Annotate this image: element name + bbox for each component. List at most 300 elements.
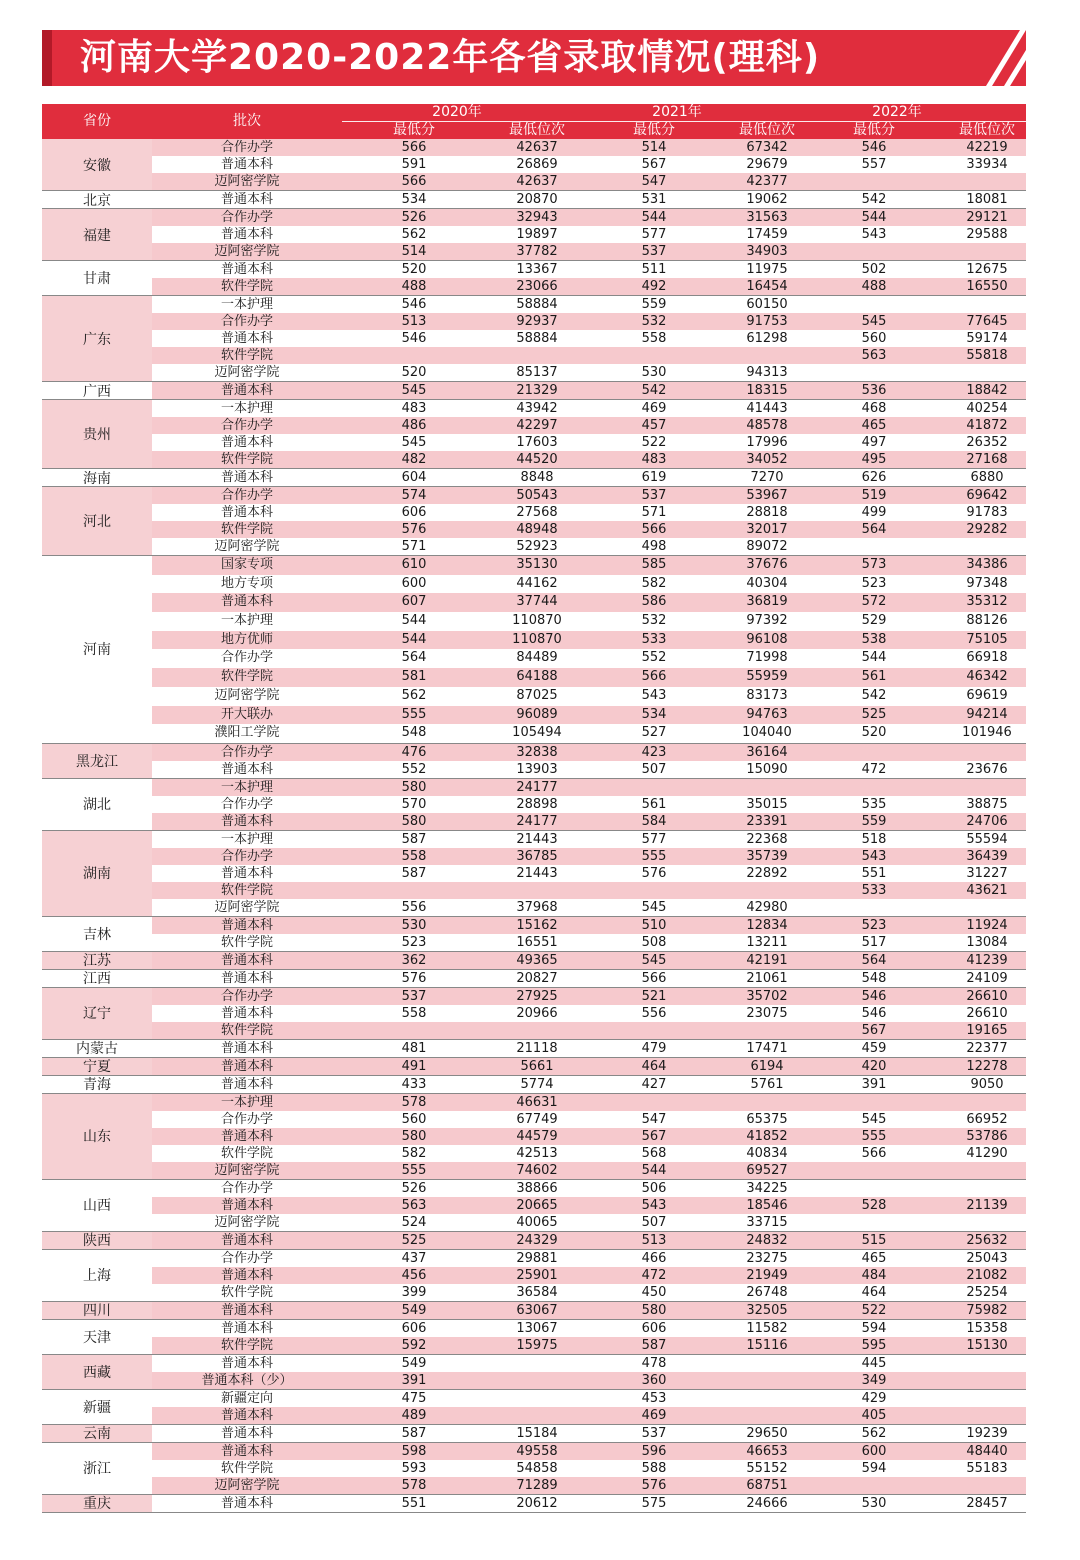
rank-2021-cell: 40304 — [746, 575, 788, 591]
score-2021-cell: 537 — [641, 1425, 667, 1441]
table-row — [152, 1495, 1026, 1512]
score-2021-cell: 588 — [641, 1460, 667, 1476]
score-2020-cell: 566 — [401, 140, 427, 155]
table-row — [152, 1460, 1026, 1477]
title-banner — [42, 30, 1026, 86]
rank-2021-cell: 12834 — [746, 917, 788, 933]
score-2020-cell: 598 — [401, 1443, 427, 1459]
table-row — [152, 313, 1026, 330]
score-2021-cell: 561 — [641, 796, 667, 812]
table-row — [152, 1094, 1026, 1111]
rank-2022-cell: 55183 — [966, 1460, 1008, 1476]
score-2020-cell: 534 — [401, 192, 427, 207]
score-2022-cell: 529 — [861, 613, 887, 629]
rank-2021-cell: 34225 — [746, 1180, 788, 1196]
province-group — [42, 988, 1026, 1040]
score-2020-cell: 433 — [401, 1076, 427, 1092]
rank-2021-cell: 5761 — [750, 1076, 784, 1092]
score-2020-cell: 600 — [401, 575, 427, 591]
header-rank-2020: 最低位次 — [509, 122, 565, 138]
rank-2022-cell: 12278 — [966, 1058, 1008, 1074]
score-2021-cell: 544 — [641, 210, 667, 225]
score-2020-cell: 566 — [401, 174, 427, 189]
table-row — [152, 1076, 1026, 1093]
batch-cell: 普通本科 — [220, 594, 273, 610]
rank-2021-cell: 13211 — [746, 934, 788, 950]
score-2020-cell: 488 — [401, 279, 427, 294]
table-row — [152, 761, 1026, 778]
rank-2022-cell: 42219 — [966, 140, 1008, 155]
batch-cell: 迈阿密学院 — [214, 687, 280, 703]
batch-cell: 迈阿密学院 — [214, 539, 280, 554]
score-2022-cell: 535 — [861, 796, 887, 812]
rank-2021-cell: 11582 — [746, 1320, 788, 1336]
table-row — [152, 173, 1026, 190]
rank-2021-cell: 46653 — [746, 1443, 788, 1459]
rank-2020-cell: 44520 — [516, 452, 558, 467]
rank-2022-cell: 101946 — [962, 725, 1012, 741]
table-row — [152, 191, 1026, 208]
rank-2020-cell: 21329 — [516, 383, 558, 398]
header-score-2020: 最低分 — [393, 122, 435, 138]
score-2022-cell: 484 — [861, 1267, 887, 1283]
score-2020-cell: 558 — [401, 848, 427, 864]
table-row — [152, 347, 1026, 364]
table-row — [152, 487, 1026, 504]
score-2022-cell: 562 — [861, 1425, 887, 1441]
batch-cell: 普通本科 — [220, 470, 273, 485]
province-group — [42, 1180, 1026, 1232]
score-2021-cell: 533 — [641, 631, 667, 647]
table-row — [152, 796, 1026, 813]
rank-2021-cell: 17459 — [746, 227, 788, 242]
batch-cell: 软件学院 — [220, 1460, 273, 1476]
rank-2020-cell: 50543 — [516, 488, 558, 503]
province-name: 青海 — [42, 1076, 152, 1093]
score-2022-cell: 515 — [861, 1232, 887, 1248]
table-row — [152, 593, 1026, 612]
rank-2021-cell: 42980 — [746, 899, 788, 915]
rank-2021-cell: 41852 — [746, 1128, 788, 1144]
batch-cell: 国家专项 — [220, 557, 273, 572]
province-group — [42, 1040, 1026, 1058]
rank-2020-cell: 49558 — [516, 1443, 558, 1459]
table-row — [152, 330, 1026, 347]
rank-2020-cell: 67749 — [516, 1111, 558, 1127]
rank-2020-cell: 96089 — [516, 706, 558, 722]
rank-2020-cell: 20827 — [516, 970, 558, 986]
batch-cell: 合作办学 — [220, 1111, 273, 1127]
score-2020-cell: 564 — [401, 650, 427, 666]
table-row — [152, 1284, 1026, 1301]
rank-2020-cell: 32838 — [516, 744, 558, 760]
score-2021-cell: 457 — [641, 418, 667, 433]
rank-2020-cell: 21443 — [516, 831, 558, 847]
province-name: 重庆 — [42, 1495, 152, 1512]
province-name: 安徽 — [42, 139, 152, 190]
rank-2021-cell: 11975 — [746, 262, 788, 277]
province-group — [42, 382, 1026, 400]
score-2021-cell: 531 — [641, 192, 667, 207]
score-2020-cell: 610 — [401, 557, 427, 572]
score-2022-cell: 519 — [861, 488, 887, 503]
score-2021-cell: 555 — [641, 848, 667, 864]
table-row — [152, 988, 1026, 1005]
rank-2022-cell: 19165 — [966, 1022, 1008, 1038]
batch-cell: 软件学院 — [220, 522, 273, 537]
score-2021-cell: 596 — [641, 1443, 667, 1459]
province-group — [42, 1443, 1026, 1495]
score-2021-cell: 513 — [641, 1232, 667, 1248]
rank-2020-cell: 20612 — [516, 1495, 558, 1511]
score-2020-cell: 362 — [401, 952, 427, 968]
rank-2022-cell: 41239 — [966, 952, 1008, 968]
score-2022-cell: 551 — [861, 865, 887, 881]
table-row — [152, 668, 1026, 687]
score-2020-cell: 514 — [401, 244, 427, 259]
score-2022-cell: 559 — [861, 813, 887, 829]
score-2020-cell: 607 — [401, 594, 427, 610]
score-2021-cell: 556 — [641, 1005, 667, 1021]
rank-2020-cell: 110870 — [512, 631, 562, 647]
rank-2021-cell: 17996 — [746, 435, 788, 450]
rank-2022-cell: 88126 — [966, 613, 1008, 629]
rank-2021-cell: 24832 — [746, 1232, 788, 1248]
score-2021-cell: 545 — [641, 952, 667, 968]
rank-2021-cell: 71998 — [746, 650, 788, 666]
table-row — [152, 139, 1026, 156]
score-2021-cell: 543 — [641, 1197, 667, 1213]
batch-cell: 普通本科 — [220, 1407, 273, 1423]
rank-2022-cell: 75982 — [966, 1302, 1008, 1318]
rank-2022-cell: 66918 — [966, 650, 1008, 666]
batch-cell: 迈阿密学院 — [214, 244, 280, 259]
province-group — [42, 1058, 1026, 1076]
rank-2020-cell: 92937 — [516, 314, 558, 329]
batch-cell: 合作办学 — [220, 1250, 273, 1266]
score-2021-cell: 472 — [641, 1267, 667, 1283]
province-name: 内蒙古 — [42, 1040, 152, 1057]
province-group — [42, 191, 1026, 209]
rank-2021-cell: 34903 — [746, 244, 788, 259]
rank-2021-cell: 32017 — [746, 522, 788, 537]
table-row — [152, 970, 1026, 987]
rank-2022-cell: 13084 — [966, 934, 1008, 950]
score-2022-cell: 465 — [861, 1250, 887, 1266]
score-2022-cell: 533 — [861, 882, 887, 898]
rank-2021-cell: 16454 — [746, 279, 788, 294]
score-2020-cell: 526 — [401, 1180, 427, 1196]
province-group — [42, 261, 1026, 296]
rank-2021-cell: 33715 — [746, 1214, 788, 1230]
rank-2022-cell: 40254 — [966, 401, 1008, 416]
province-name: 天津 — [42, 1320, 152, 1354]
province-name: 四川 — [42, 1302, 152, 1319]
rank-2020-cell: 44162 — [516, 575, 558, 591]
batch-cell: 软件学院 — [220, 348, 273, 363]
batch-cell: 开大联办 — [220, 706, 273, 722]
score-2021-cell: 585 — [641, 557, 667, 572]
rank-2022-cell: 28457 — [966, 1495, 1008, 1511]
table-row — [152, 261, 1026, 278]
score-2020-cell: 551 — [401, 1495, 427, 1511]
score-2020-cell: 475 — [401, 1390, 427, 1406]
score-2021-cell: 469 — [641, 1407, 667, 1423]
rank-2020-cell: 105494 — [512, 725, 562, 741]
province-name: 江西 — [42, 970, 152, 987]
score-2020-cell: 555 — [401, 706, 427, 722]
rank-2020-cell: 71289 — [516, 1477, 558, 1493]
rank-2021-cell: 37676 — [746, 557, 788, 572]
score-2022-cell: 542 — [861, 192, 887, 207]
score-2022-cell: 542 — [861, 687, 887, 703]
table-row — [152, 631, 1026, 650]
batch-cell: 新疆定向 — [220, 1390, 273, 1406]
table-row — [152, 1320, 1026, 1337]
table-row — [152, 400, 1026, 417]
admission-table — [42, 104, 1026, 1513]
rank-2022-cell: 35312 — [966, 594, 1008, 610]
rank-2022-cell: 69619 — [966, 687, 1008, 703]
table-row — [152, 382, 1026, 399]
batch-cell: 普通本科 — [220, 262, 273, 277]
rank-2022-cell: 94214 — [966, 706, 1008, 722]
rank-2022-cell: 26610 — [966, 988, 1008, 1004]
table-row — [152, 779, 1026, 796]
rank-2020-cell: 42297 — [516, 418, 558, 433]
score-2020-cell: 587 — [401, 831, 427, 847]
header-score-2021: 最低分 — [633, 122, 675, 138]
rank-2021-cell: 69527 — [746, 1162, 788, 1178]
province-name: 新疆 — [42, 1390, 152, 1424]
score-2021-cell: 522 — [641, 435, 667, 450]
score-2022-cell: 626 — [861, 470, 887, 485]
rank-2020-cell: 42637 — [516, 174, 558, 189]
rank-2021-cell: 15090 — [746, 761, 788, 777]
rank-2022-cell: 33934 — [966, 157, 1008, 172]
batch-cell: 软件学院 — [220, 882, 273, 898]
rank-2020-cell: 16551 — [516, 934, 558, 950]
batch-cell: 普通本科 — [220, 917, 273, 933]
score-2022-cell: 459 — [861, 1040, 887, 1056]
score-2020-cell: 570 — [401, 796, 427, 812]
score-2021-cell: 582 — [641, 575, 667, 591]
rank-2022-cell: 41872 — [966, 418, 1008, 433]
score-2021-cell: 580 — [641, 1302, 667, 1318]
rank-2021-cell: 32505 — [746, 1302, 788, 1318]
table-row — [152, 744, 1026, 761]
score-2022-cell: 517 — [861, 934, 887, 950]
batch-cell: 合作办学 — [220, 988, 273, 1004]
batch-cell: 合作办学 — [220, 488, 273, 503]
province-name: 山西 — [42, 1180, 152, 1231]
score-2021-cell: 360 — [641, 1372, 667, 1388]
score-2021-cell: 566 — [641, 522, 667, 537]
rank-2021-cell: 67342 — [746, 140, 788, 155]
rank-2022-cell: 25254 — [966, 1284, 1008, 1300]
table-row — [152, 1128, 1026, 1145]
score-2021-cell: 571 — [641, 505, 667, 520]
score-2020-cell: 549 — [401, 1302, 427, 1318]
batch-cell: 软件学院 — [220, 452, 273, 467]
rank-2021-cell: 55959 — [746, 669, 788, 685]
table-row — [152, 1040, 1026, 1057]
score-2021-cell: 537 — [641, 488, 667, 503]
score-2021-cell: 521 — [641, 988, 667, 1004]
rank-2021-cell: 96108 — [746, 631, 788, 647]
table-row — [152, 1180, 1026, 1197]
score-2021-cell: 532 — [641, 613, 667, 629]
score-2022-cell: 523 — [861, 917, 887, 933]
rank-2021-cell: 29650 — [746, 1425, 788, 1441]
rank-2022-cell: 21139 — [966, 1197, 1008, 1213]
score-2020-cell: 580 — [401, 779, 427, 795]
province-group — [42, 1250, 1026, 1302]
province-name: 江苏 — [42, 952, 152, 969]
score-2020-cell: 537 — [401, 988, 427, 1004]
rank-2022-cell: 66952 — [966, 1111, 1008, 1127]
province-name: 河北 — [42, 487, 152, 555]
province-group — [42, 779, 1026, 831]
table-row — [152, 649, 1026, 668]
table-row — [152, 243, 1026, 260]
rank-2022-cell: 24109 — [966, 970, 1008, 986]
score-2020-cell: 592 — [401, 1337, 427, 1353]
rank-2022-cell: 31227 — [966, 865, 1008, 881]
rank-2021-cell: 17471 — [746, 1040, 788, 1056]
province-name: 西藏 — [42, 1355, 152, 1389]
score-2022-cell: 464 — [861, 1284, 887, 1300]
province-group — [42, 917, 1026, 952]
header-year-2020: 2020年 — [432, 104, 482, 120]
score-2020-cell: 523 — [401, 934, 427, 950]
score-2022-cell: 420 — [861, 1058, 887, 1074]
province-group — [42, 1390, 1026, 1425]
score-2022-cell: 563 — [861, 348, 887, 363]
score-2022-cell: 546 — [861, 140, 887, 155]
batch-cell: 地方优师 — [220, 631, 273, 647]
score-2020-cell: 481 — [401, 1040, 427, 1056]
rank-2022-cell: 48440 — [966, 1443, 1008, 1459]
score-2020-cell: 545 — [401, 383, 427, 398]
score-2022-cell: 499 — [861, 505, 887, 520]
table-row — [152, 1145, 1026, 1162]
table-row — [152, 1111, 1026, 1128]
table-row — [152, 575, 1026, 594]
batch-cell: 普通本科 — [220, 1058, 273, 1074]
score-2020-cell: 546 — [401, 297, 427, 312]
rank-2020-cell: 26869 — [516, 157, 558, 172]
table-row — [152, 226, 1026, 243]
rank-2020-cell: 58884 — [516, 297, 558, 312]
table-row — [152, 1197, 1026, 1214]
province-name: 北京 — [42, 191, 152, 208]
table-row — [152, 917, 1026, 934]
score-2022-cell: 465 — [861, 418, 887, 433]
score-2022-cell: 548 — [861, 970, 887, 986]
batch-cell: 普通本科 — [220, 865, 273, 881]
score-2021-cell: 543 — [641, 687, 667, 703]
rank-2022-cell: 25632 — [966, 1232, 1008, 1248]
rank-2021-cell: 29679 — [746, 157, 788, 172]
batch-cell: 迈阿密学院 — [214, 1477, 280, 1493]
score-2021-cell: 478 — [641, 1355, 667, 1371]
score-2020-cell: 548 — [401, 725, 427, 741]
score-2021-cell: 507 — [641, 1214, 667, 1230]
rank-2020-cell: 36785 — [516, 848, 558, 864]
province-name: 云南 — [42, 1425, 152, 1442]
score-2022-cell: 495 — [861, 452, 887, 467]
score-2020-cell: 520 — [401, 365, 427, 380]
rank-2022-cell: 77645 — [966, 314, 1008, 329]
score-2020-cell: 489 — [401, 1407, 427, 1423]
score-2020-cell: 544 — [401, 613, 427, 629]
score-2021-cell: 547 — [641, 174, 667, 189]
table-row — [152, 1425, 1026, 1442]
rank-2020-cell: 63067 — [516, 1302, 558, 1318]
score-2020-cell: 563 — [401, 1197, 427, 1213]
header-province: 省份 — [83, 113, 111, 129]
rank-2020-cell: 23066 — [516, 279, 558, 294]
batch-cell: 普通本科 — [220, 813, 273, 829]
score-2022-cell: 566 — [861, 1145, 887, 1161]
batch-cell: 普通本科 — [220, 1128, 273, 1144]
score-2021-cell: 537 — [641, 244, 667, 259]
rank-2020-cell: 20870 — [516, 192, 558, 207]
score-2021-cell: 483 — [641, 452, 667, 467]
score-2020-cell: 580 — [401, 1128, 427, 1144]
score-2021-cell: 584 — [641, 813, 667, 829]
table-row — [152, 882, 1026, 899]
rank-2020-cell: 29881 — [516, 1250, 558, 1266]
rank-2020-cell: 84489 — [516, 650, 558, 666]
rank-2021-cell: 26748 — [746, 1284, 788, 1300]
score-2020-cell: 545 — [401, 435, 427, 450]
rank-2021-cell: 35702 — [746, 988, 788, 1004]
batch-cell: 合作办学 — [220, 848, 273, 864]
province-group — [42, 744, 1026, 779]
province-name: 辽宁 — [42, 988, 152, 1039]
score-2022-cell: 523 — [861, 575, 887, 591]
score-2021-cell: 423 — [641, 744, 667, 760]
table-row — [152, 451, 1026, 468]
table-row — [152, 1302, 1026, 1319]
score-2020-cell: 476 — [401, 744, 427, 760]
table-row — [152, 848, 1026, 865]
header-rank-2022: 最低位次 — [959, 122, 1015, 138]
score-2022-cell: 572 — [861, 594, 887, 610]
rank-2020-cell: 24177 — [516, 813, 558, 829]
score-2022-cell: 594 — [861, 1460, 887, 1476]
table-row — [152, 1162, 1026, 1179]
rank-2020-cell: 5661 — [520, 1058, 554, 1074]
table-row — [152, 813, 1026, 830]
province-name: 山东 — [42, 1094, 152, 1179]
rank-2022-cell: 26352 — [966, 435, 1008, 450]
rank-2020-cell: 15975 — [516, 1337, 558, 1353]
province-group — [42, 1076, 1026, 1094]
rank-2020-cell: 42513 — [516, 1145, 558, 1161]
batch-cell: 普通本科 — [220, 1005, 273, 1021]
batch-cell: 普通本科 — [220, 331, 273, 346]
batch-cell: 软件学院 — [220, 1145, 273, 1161]
score-2021-cell: 498 — [641, 539, 667, 554]
rank-2022-cell: 34386 — [966, 557, 1008, 572]
score-2020-cell: 530 — [401, 917, 427, 933]
province-group — [42, 139, 1026, 191]
score-2021-cell: 567 — [641, 1128, 667, 1144]
score-2022-cell: 349 — [861, 1372, 887, 1388]
